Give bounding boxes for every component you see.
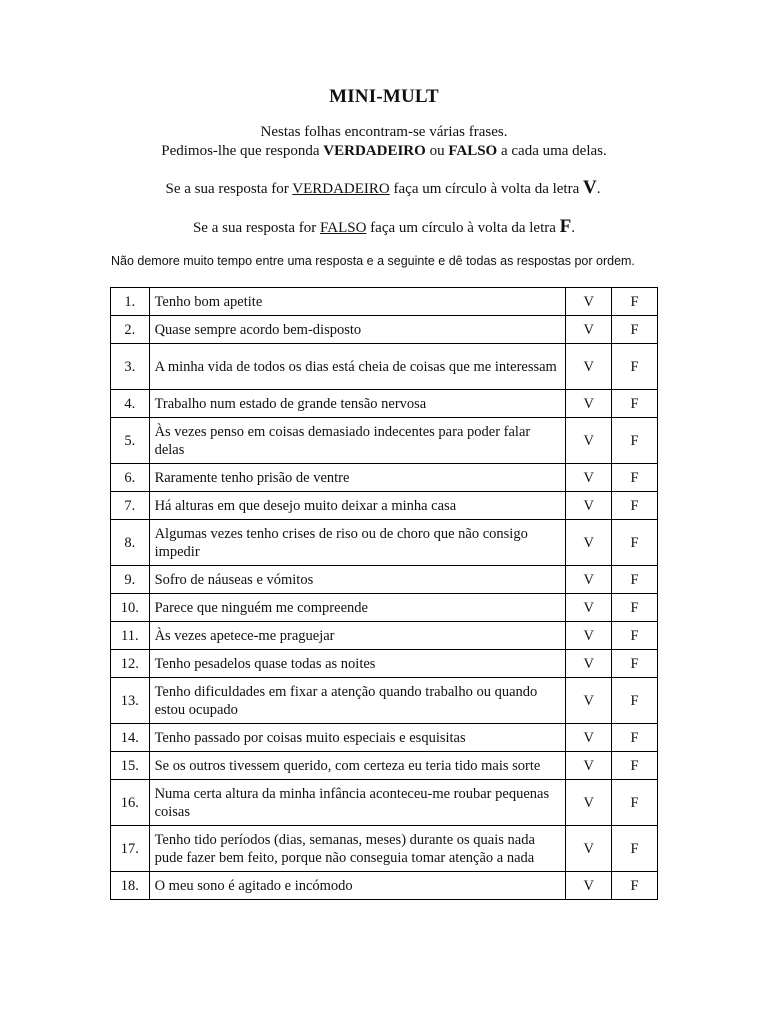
answer-true-option[interactable]: V: [566, 678, 612, 724]
item-text: Numa certa altura da minha infância aconteceu-me roubar pequenas coisas: [149, 780, 566, 826]
rule-false-keyword: FALSO: [320, 220, 367, 236]
item-text: Sofro de náuseas e vómitos: [149, 566, 566, 594]
item-number: 8.: [111, 520, 150, 566]
answer-true-option[interactable]: V: [566, 492, 612, 520]
answer-false-option[interactable]: F: [612, 650, 658, 678]
item-number: 18.: [111, 872, 150, 900]
item-number: 15.: [111, 752, 150, 780]
answer-true-option[interactable]: V: [566, 752, 612, 780]
item-number: 11.: [111, 622, 150, 650]
answer-true-option[interactable]: V: [566, 594, 612, 622]
answer-true-option[interactable]: V: [566, 724, 612, 752]
intro-pre: Pedimos-lhe que responda: [161, 143, 324, 159]
rule-false-letter: F: [559, 216, 572, 237]
table-row: [111, 594, 658, 622]
intro-line-1: Nestas folhas encontram-se várias frases.: [260, 124, 508, 140]
answer-true-option[interactable]: V: [566, 566, 612, 594]
answer-false-option[interactable]: F: [612, 622, 658, 650]
rule-false-end: .: [571, 220, 576, 236]
item-number: 3.: [111, 344, 150, 390]
answer-false-option[interactable]: F: [612, 418, 658, 464]
answer-true-option[interactable]: V: [566, 872, 612, 900]
table-row: [111, 390, 658, 418]
intro-post: a cada uma delas.: [497, 143, 607, 159]
answer-false-option[interactable]: F: [612, 390, 658, 418]
table-row: [111, 418, 658, 464]
item-number: 16.: [111, 780, 150, 826]
answer-true-option[interactable]: V: [566, 464, 612, 492]
table-row: [111, 650, 658, 678]
answer-false-option[interactable]: F: [612, 492, 658, 520]
answer-false-option[interactable]: F: [612, 872, 658, 900]
answer-false-option[interactable]: F: [612, 464, 658, 492]
item-number: 14.: [111, 724, 150, 752]
answer-true-option[interactable]: V: [566, 520, 612, 566]
rule-true-keyword: VERDADEIRO: [292, 181, 390, 197]
item-number: 5.: [111, 418, 150, 464]
table-row: [111, 492, 658, 520]
rule-true-pre: Se a sua resposta for: [165, 181, 293, 197]
item-text: Parece que ninguém me compreende: [149, 594, 566, 622]
item-number: 17.: [111, 826, 150, 872]
answer-false-option[interactable]: F: [612, 780, 658, 826]
answer-false-option[interactable]: F: [612, 752, 658, 780]
answer-true-option[interactable]: V: [566, 650, 612, 678]
table-row: [111, 344, 658, 390]
rule-true: [0, 177, 767, 199]
item-text: Tenho passado por coisas muito especiais e esquisitas: [149, 724, 566, 752]
answer-false-option[interactable]: F: [612, 826, 658, 872]
item-number: 13.: [111, 678, 150, 724]
answer-true-option[interactable]: V: [566, 316, 612, 344]
intro-mid: ou: [425, 143, 449, 159]
rule-true-end: .: [596, 181, 601, 197]
intro-falso: FALSO: [448, 143, 498, 159]
item-number: 1.: [111, 288, 150, 316]
table-row: [111, 288, 658, 316]
answer-false-option[interactable]: F: [612, 594, 658, 622]
item-number: 2.: [111, 316, 150, 344]
answer-false-option[interactable]: F: [612, 724, 658, 752]
answer-true-option[interactable]: V: [566, 344, 612, 390]
answer-true-option[interactable]: V: [566, 780, 612, 826]
item-text: Às vezes apetece-me praguejar: [149, 622, 566, 650]
item-number: 7.: [111, 492, 150, 520]
answer-false-option[interactable]: F: [612, 678, 658, 724]
table-row: [111, 678, 658, 724]
item-number: 12.: [111, 650, 150, 678]
answer-false-option[interactable]: F: [612, 288, 658, 316]
table-row: [111, 752, 658, 780]
rule-false: [0, 216, 768, 238]
table-row: [111, 316, 658, 344]
item-text: Raramente tenho prisão de ventre: [149, 464, 566, 492]
table-row: [111, 780, 658, 826]
item-number: 6.: [111, 464, 150, 492]
table-row: [111, 464, 658, 492]
answer-false-option[interactable]: F: [612, 344, 658, 390]
answer-false-option[interactable]: F: [612, 316, 658, 344]
item-text: Tenho tido períodos (dias, semanas, meses) durante os quais nada pude fazer bem feito, porque não conseguia tomar atenção a nada: [149, 826, 566, 872]
rule-true-mid: faça um círculo à volta da letra: [389, 181, 584, 197]
item-text: Se os outros tivessem querido, com certeza eu teria tido mais sorte: [149, 752, 566, 780]
item-text: Tenho bom apetite: [149, 288, 566, 316]
rule-false-pre: Se a sua resposta for: [192, 220, 321, 236]
questionnaire-table: [110, 287, 658, 900]
table-row: [111, 826, 658, 872]
table-row: [111, 622, 658, 650]
intro-verdadeiro: VERDADEIRO: [323, 143, 426, 159]
item-text: Algumas vezes tenho crises de riso ou de choro que não consigo impedir: [149, 520, 566, 566]
item-text: Trabalho num estado de grande tensão nervosa: [149, 390, 566, 418]
item-text: Tenho dificuldades em fixar a atenção quando trabalho ou quando estou ocupado: [149, 678, 566, 724]
item-number: 10.: [111, 594, 150, 622]
item-text: Há alturas em que desejo muito deixar a minha casa: [149, 492, 566, 520]
rule-true-letter: V: [583, 177, 597, 198]
answer-true-option[interactable]: V: [566, 390, 612, 418]
item-number: 9.: [111, 566, 150, 594]
answer-true-option[interactable]: V: [566, 622, 612, 650]
intro-line-2: [0, 143, 768, 160]
table-row: [111, 520, 658, 566]
document-title: MINI-MULT: [329, 86, 439, 107]
item-text: Quase sempre acordo bem-disposto: [149, 316, 566, 344]
item-text: Às vezes penso em coisas demasiado indecentes para poder falar delas: [149, 418, 566, 464]
answer-true-option[interactable]: V: [566, 288, 612, 316]
answer-false-option[interactable]: F: [612, 566, 658, 594]
table-row: [111, 872, 658, 900]
table-row: [111, 724, 658, 752]
notice-text: Não demore muito tempo entre uma resposta e a seguinte e dê todas as respostas por ordem.: [111, 254, 635, 268]
rule-false-mid: faça um círculo à volta da letra: [366, 220, 560, 236]
item-text: A minha vida de todos os dias está cheia de coisas que me interessam: [149, 344, 566, 390]
item-text: Tenho pesadelos quase todas as noites: [149, 650, 566, 678]
answer-false-option[interactable]: F: [612, 520, 658, 566]
table-row: [111, 566, 658, 594]
item-number: 4.: [111, 390, 150, 418]
answer-true-option[interactable]: V: [566, 826, 612, 872]
answer-true-option[interactable]: V: [566, 418, 612, 464]
item-text: O meu sono é agitado e incómodo: [149, 872, 566, 900]
